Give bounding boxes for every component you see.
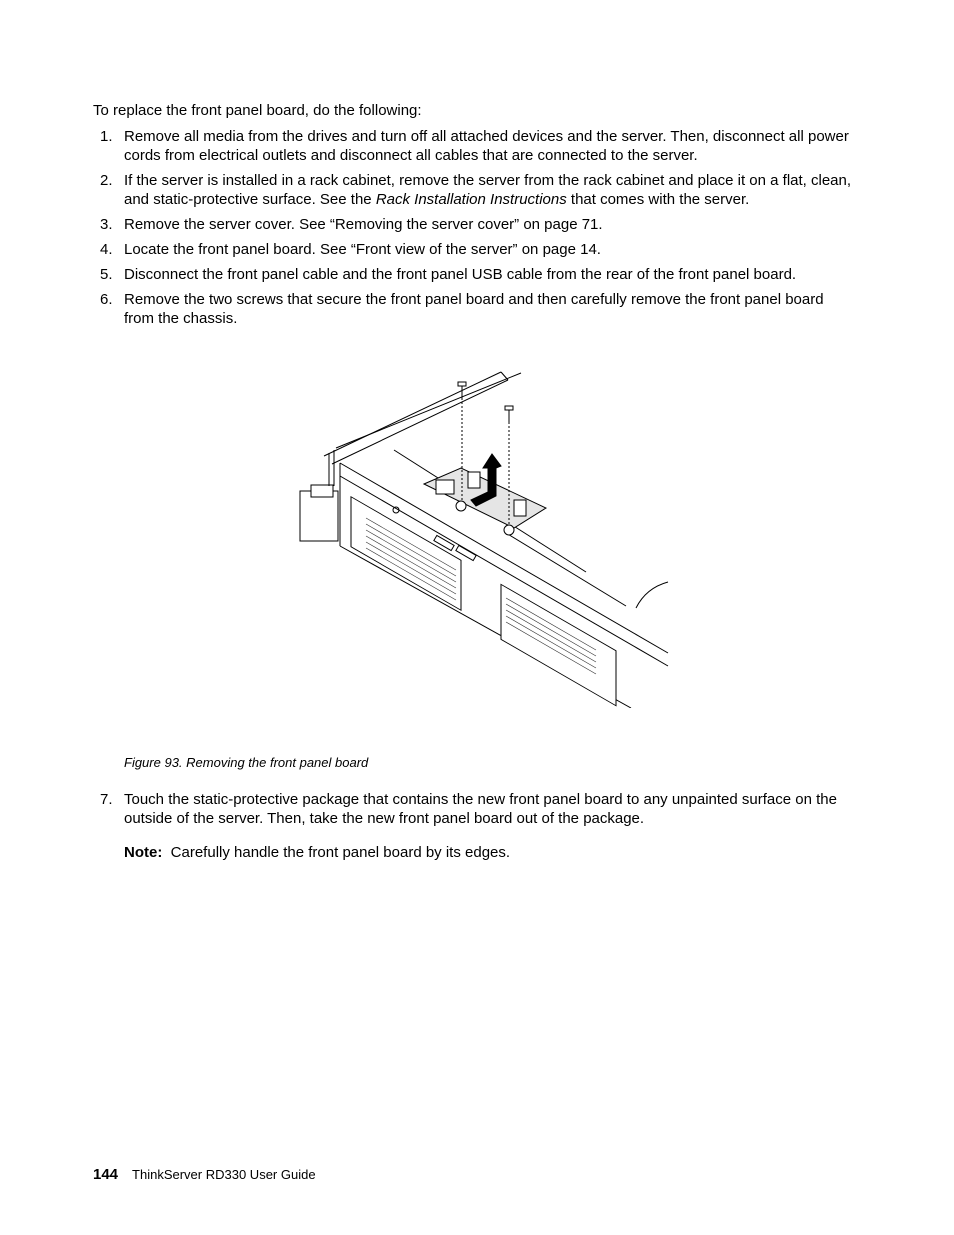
step-2: [93, 171, 853, 209]
step-text: Locate the front panel board. See “Front view of the server” on page 14.: [124, 241, 601, 258]
step-text: Disconnect the front panel cable and the front panel USB cable from the rear of the front panel board.: [124, 266, 797, 283]
document-title: ThinkServer RD330 User Guide: [132, 1167, 316, 1182]
step-text: Remove the server cover. See “Removing the server cover” on page 71.: [124, 216, 603, 233]
step-4: [93, 240, 853, 259]
note: [124, 843, 510, 862]
page-number: 144: [93, 1166, 119, 1183]
steps-list-continued: [93, 790, 853, 834]
step-number: 2.: [100, 172, 113, 189]
step-number: 6.: [100, 291, 113, 308]
figure-caption: Figure 93. Removing the front panel board: [124, 755, 369, 770]
step-text-italic: Rack Installation Instructions: [375, 191, 567, 208]
step-5: [93, 265, 853, 284]
step-number: 4.: [100, 241, 113, 258]
step-number: 1.: [100, 128, 113, 145]
step-3: [93, 215, 853, 234]
step-7: [93, 790, 853, 828]
step-text: that comes with the server.: [566, 191, 750, 208]
note-label: Note:: [124, 844, 163, 861]
step-number: 7.: [100, 791, 113, 808]
step-number: 3.: [100, 216, 113, 233]
step-number: 5.: [100, 266, 113, 283]
front-panel-board-illustration: [296, 368, 674, 708]
step-text: Touch the static-protective package that contains the new front panel board to any unpainted surface on the outside of the server. Then, take the new front panel board out of the package.: [124, 791, 837, 827]
note-text: Carefully handle the front panel board by its edges.: [170, 844, 511, 861]
step-text: If the server is installed in a rack cabinet, remove the server from the rack cabinet and place it on a flat, clean, and static-protective surface. See the: [124, 172, 852, 208]
steps-list: [93, 127, 853, 334]
step-6: [93, 290, 853, 328]
page-footer: [93, 1166, 316, 1183]
step-1: [93, 127, 853, 165]
intro-text: To replace the front panel board, do the following:: [93, 102, 422, 119]
step-text: Remove all media from the drives and turn off all attached devices and the server. Then, disconnect all power cords from electrical outlets and disconnect all cables that are connected to the server.: [124, 128, 849, 164]
step-text: Remove the two screws that secure the front panel board and then carefully remove the front panel board from the chassis.: [124, 291, 824, 327]
